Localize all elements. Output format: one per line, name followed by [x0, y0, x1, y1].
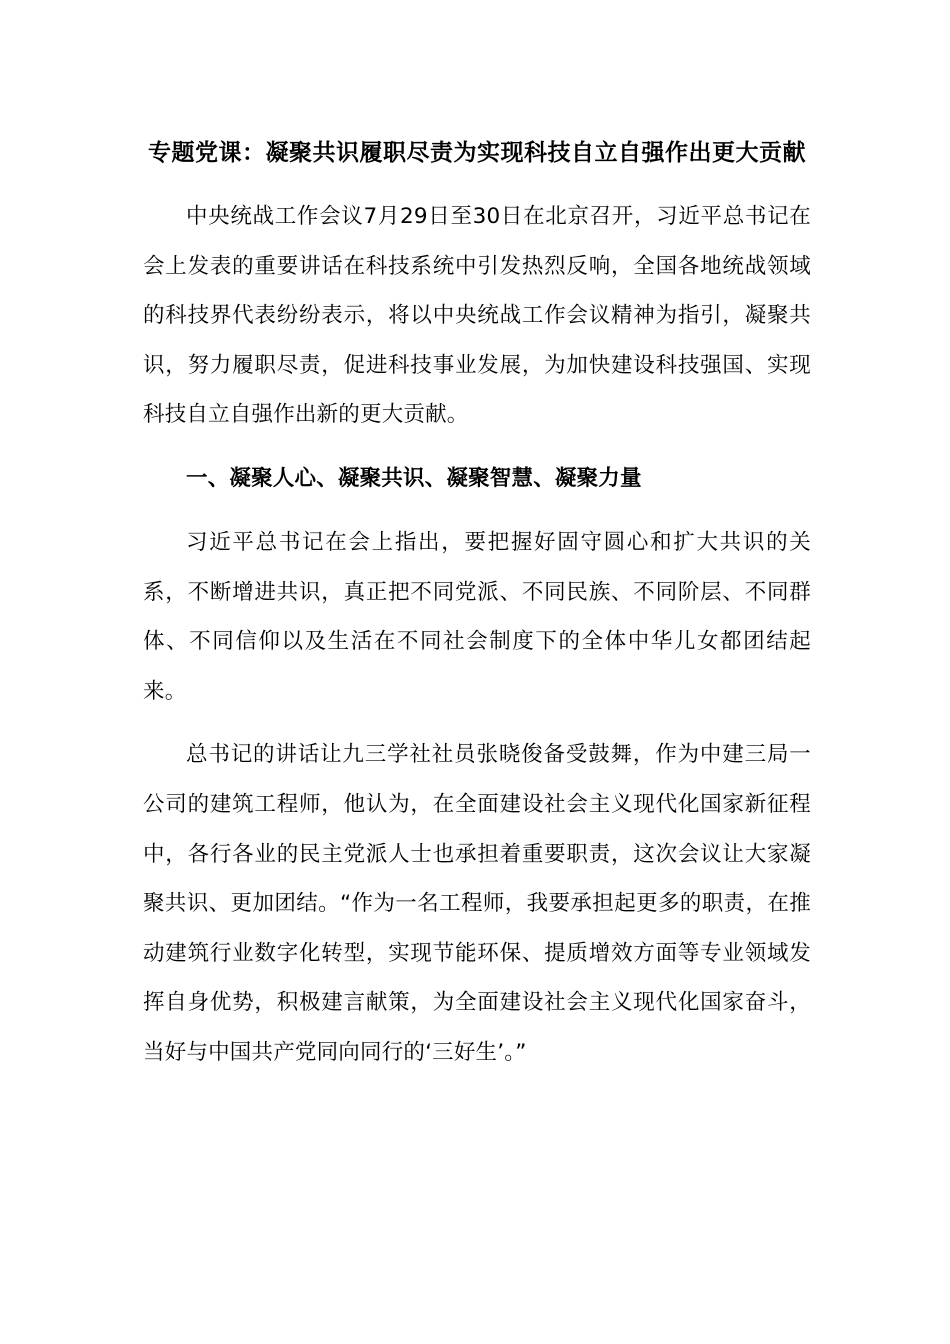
paragraph-1: 中央统战工作会议7月29日至30日在北京召开，习近平总书记在会上发表的重要讲话在科技系统中引发热烈反响，全国各地统战领域的科技界代表纷纷表示，将以中央统战工作会议精神为指引，凝聚共识，努力履职尽责，促进科技事业发展，为加快建设科技强国、实现科技自立自强作出新的更大贡献。 — [143, 204, 811, 428]
spacer — [143, 178, 811, 192]
section-1-heading: 一、凝聚人心、凝聚共识、凝聚智慧、凝聚力量 — [186, 465, 642, 491]
spacer — [143, 504, 811, 518]
document-title: 专题党课：凝聚共识履职尽责为实现科技自立自强作出更大贡献 — [148, 140, 806, 166]
paragraph-2: 习近平总书记在会上指出，要把握好固守圆心和扩大共识的关系，不断增进共识，真正把不同党派、不同民族、不同阶层、不同群体、不同信仰以及生活在不同社会制度下的全体中华儿女都团结起来。 — [143, 529, 811, 704]
spacer — [143, 440, 811, 454]
document-page — [143, 128, 811, 1078]
paragraph-3: 总书记的讲话让九三学社社员张晓俊备受鼓舞，作为中建三局一公司的建筑工程师，他认为，在全面建设社会主义现代化国家新征程中，各行各业的民主党派人士也承担着重要职责，这次会议让大家凝聚共识、更加团结。“作为一名工程师，我要承担起更多的职责，在推动建筑行业数字化转型，实现节能环保、提质增效方面等专业领域发挥自身优势，积极建言献策，为全面建设社会主义现代化国家奋斗，当好与中国共产党同向同行的‘三好生’。” — [143, 742, 811, 1065]
spacer — [143, 716, 811, 730]
